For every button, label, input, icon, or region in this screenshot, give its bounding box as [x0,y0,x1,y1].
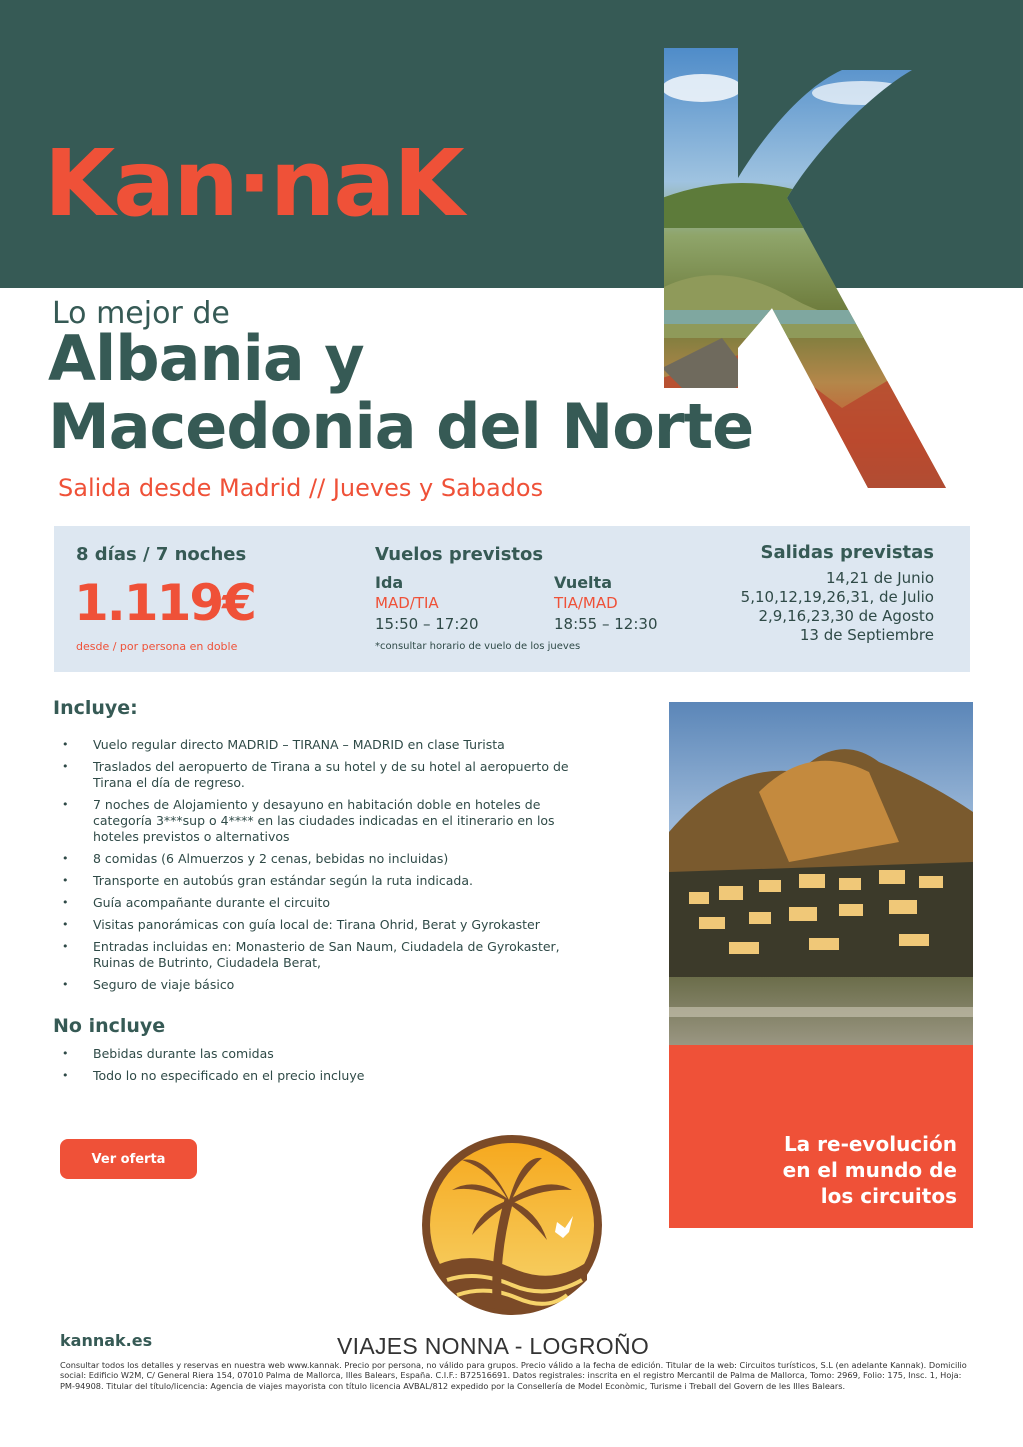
list-item: • Vuelo regular directo MADRID – TIRANA – MADRID en clase Turista [62,737,602,753]
duration: 8 días / 7 noches [76,544,247,565]
list-item: • Visitas panorámicas con guía local de: Tirana Ohrid, Berat y Gyrokaster [62,917,602,933]
legal-text: Consultar todos los detalles y reservas en nuestra web www.kannak. Precio por persona, no válido para grupos. Precio válido a la fecha de edición. Titular de la web: Circuitos turísticos, S.L (en adelante Kannak). Domicilio social: Edificio W2M, C/ General Riera 154, 07010 Palma de Mallorca, Illes Balears, España. C.I.F.: B72516691. Datos registrales: inscrita en el registro Mercantil de Palma de Mallorca, Tomo: 2969, Folio: 175, Insc. 1, Hoja: PM-94908. Titular del título/licencia: Agencia de viajes mayorista con título licencia AVBAL/812 expedido por la Consellería de Model Econòmic, Turisme i Treball del Govern de les Illes Balears. [60,1360,967,1391]
list-item: • Entradas incluidas en: Monasterio de San Naum, Ciudadela de Gyrokaster, Ruinas de Butrinto, Ciudadela Berat, [62,939,602,971]
outbound-times: 15:50 – 17:20 [375,615,479,633]
promo-line-1: La re-evolución [783,1132,957,1156]
promo-line-2: en el mundo de [782,1158,957,1182]
date-item: 14,21 de Junio [825,569,934,587]
list-item: • Transporte en autobús gran estándar según la ruta indicada. [62,873,602,889]
includes-list [62,737,602,999]
list-item: • Guía acompañante durante el circuito [62,895,602,911]
promo-box [669,1045,973,1228]
outbound-route: MAD/TIA [375,594,439,612]
page-title [48,322,754,463]
kicker: Lo mejor de [52,296,230,331]
outbound-label: Ida [375,573,404,592]
date-item: 5,10,12,19,26,31, de Julio [740,588,934,606]
promo-text [783,1131,957,1209]
return-times: 18:55 – 12:30 [554,615,658,633]
list-item: • Seguro de viaje básico [62,977,602,993]
price-note: desde / por persona en doble [76,640,238,653]
price: 1.119€ [74,574,255,632]
excludes-list [62,1046,602,1090]
list-item: • 8 comidas (6 Almuerzos y 2 cenas, bebidas no incluidas) [62,851,602,867]
dates-list [741,569,934,645]
list-item: • Todo lo no especificado en el precio incluye [62,1068,602,1084]
list-item: • 7 noches de Alojamiento y desayuno en habitación doble en hoteles de categoría 3***sup o 4**** en las ciudades indicadas en el itinerario en los hoteles previstos o alternativos [62,797,602,845]
title-line-1: Albania y [48,322,364,395]
excludes-title: No incluye [53,1015,166,1037]
list-item: • Bebidas durante las comidas [62,1046,602,1062]
flights-title: Vuelos previstos [375,544,544,565]
view-offer-button[interactable]: Ver oferta [60,1139,197,1179]
subtitle: Salida desde Madrid // Jueves y Sabados [58,474,544,502]
flights-note: *consultar horario de vuelo de los jueves [375,641,581,652]
kannak-logo: Kan·naK [44,130,463,237]
promo-line-3: los circuitos [820,1184,957,1208]
list-item: • Traslados del aeropuerto de Tirana a su hotel y de su hotel al aeropuerto de Tirana el día de regreso. [62,759,602,791]
includes-title: Incluye: [53,697,138,719]
return-route: TIA/MAD [554,594,618,612]
dates-title: Salidas previstas [760,542,934,563]
berat-photo [669,702,973,1045]
agency-name: VIAJES NONNA - LOGROÑO [337,1333,650,1359]
website-link[interactable]: kannak.es [60,1331,153,1350]
return-flight [554,572,658,635]
date-item: 13 de Septiembre [799,626,934,644]
title-line-2: Macedonia del Norte [48,390,754,463]
return-label: Vuelta [554,573,612,592]
agency-palm-logo [417,1130,607,1320]
outbound-flight [375,572,479,635]
info-box [54,526,970,672]
date-item: 2,9,16,23,30 de Agosto [758,607,934,625]
